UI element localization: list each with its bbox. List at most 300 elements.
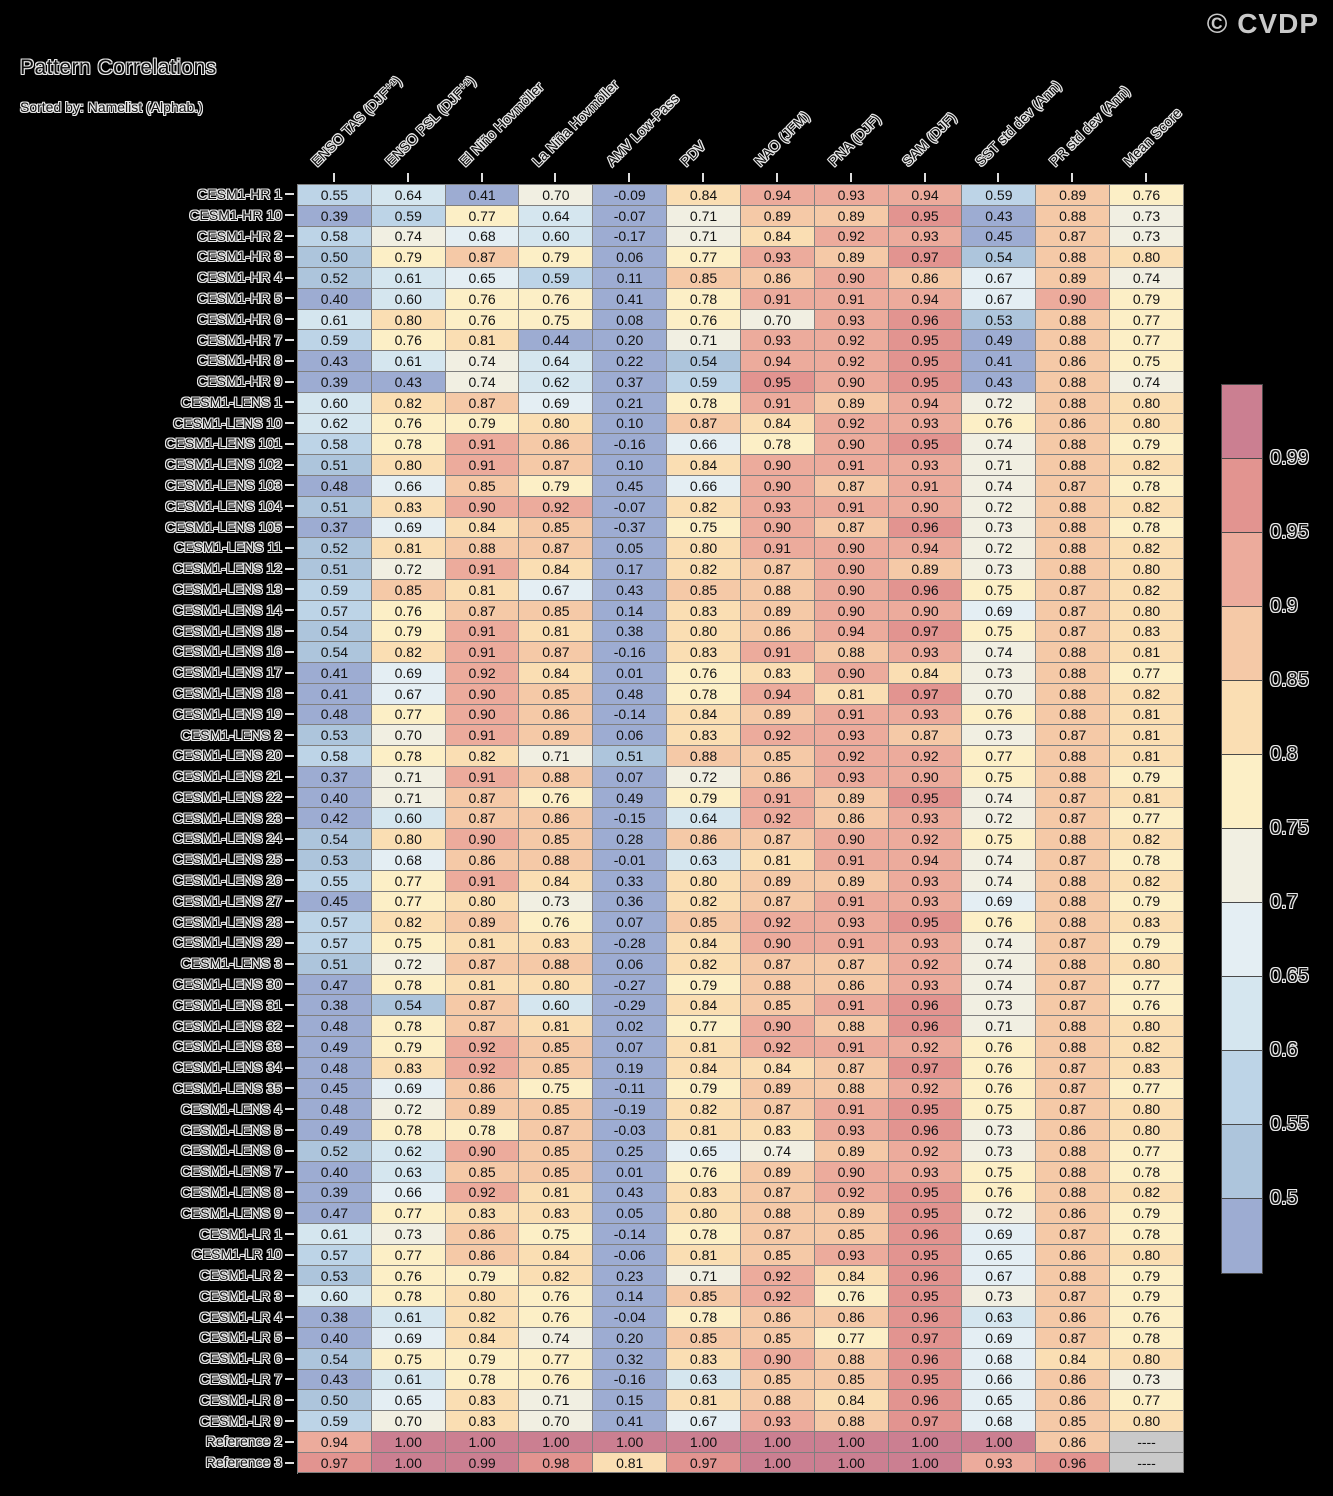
heatmap-cell: 0.68: [962, 1349, 1036, 1370]
heatmap-cell: 0.91: [815, 995, 889, 1016]
row-label: CESM1-LENS 102: [165, 456, 282, 473]
heatmap-cell: 0.76: [519, 289, 593, 310]
heatmap-cell: 0.91: [815, 289, 889, 310]
heatmap-cell: 0.81: [446, 933, 520, 954]
heatmap-cell: 0.80: [1110, 414, 1184, 435]
heatmap-cell: 0.75: [372, 1349, 446, 1370]
heatmap-cell: -0.29: [593, 995, 667, 1016]
heatmap-cell: 0.20: [593, 330, 667, 351]
heatmap-cell: 0.90: [741, 476, 815, 497]
heatmap-cell: 0.54: [298, 642, 372, 663]
heatmap-cell: -0.17: [593, 227, 667, 248]
row-label: CESM1-LR 3: [199, 1287, 282, 1304]
row-tick: [285, 1212, 294, 1214]
heatmap-cell: -0.03: [593, 1120, 667, 1141]
heatmap-cell: 0.51: [298, 455, 372, 476]
heatmap-cell: -0.16: [593, 1370, 667, 1391]
heatmap-cell: 0.57: [298, 1245, 372, 1266]
row-tick: [285, 1087, 294, 1089]
heatmap-cell: 0.77: [667, 247, 741, 268]
heatmap-cell: 0.87: [1036, 725, 1110, 746]
heatmap-cell: 0.90: [815, 434, 889, 455]
heatmap-cell: 0.96: [889, 1016, 963, 1037]
heatmap-cell: 0.79: [1110, 1286, 1184, 1307]
heatmap-cell: 0.76: [962, 1079, 1036, 1100]
heatmap-cell: 0.43: [962, 372, 1036, 393]
heatmap-cell: 0.77: [372, 1203, 446, 1224]
heatmap-cell: 0.88: [1036, 538, 1110, 559]
row-tick: [285, 360, 294, 362]
heatmap-cell: 0.85: [372, 580, 446, 601]
heatmap-cell: 0.87: [741, 1224, 815, 1245]
heatmap-cell: 0.93: [815, 185, 889, 206]
heatmap-cell: 0.44: [519, 330, 593, 351]
heatmap-cell: 0.88: [815, 1411, 889, 1432]
heatmap-cell: 0.86: [889, 268, 963, 289]
heatmap-cell: 0.85: [519, 1058, 593, 1079]
heatmap-cell: 0.97: [667, 1453, 741, 1474]
heatmap-cell: 0.83: [446, 1203, 520, 1224]
heatmap-cell: 0.86: [1036, 1245, 1110, 1266]
heatmap-cell: 0.86: [446, 1079, 520, 1100]
heatmap-cell: 0.39: [298, 372, 372, 393]
heatmap-cell: 0.77: [1110, 975, 1184, 996]
column-header: AMV Low-Pass: [603, 90, 683, 170]
row-tick: [285, 588, 294, 590]
heatmap-cell: 0.86: [741, 767, 815, 788]
heatmap-cell: 0.79: [446, 1349, 520, 1370]
heatmap-cell: 0.82: [446, 746, 520, 767]
heatmap-cell: 0.81: [667, 1390, 741, 1411]
heatmap-cell: 0.15: [593, 1390, 667, 1411]
heatmap-cell: 0.77: [1110, 1079, 1184, 1100]
heatmap-cell: 0.90: [889, 497, 963, 518]
heatmap-cell: 0.80: [519, 975, 593, 996]
heatmap-cell: 0.79: [446, 414, 520, 435]
heatmap-cell: 0.43: [593, 1183, 667, 1204]
heatmap-cell: 0.71: [667, 227, 741, 248]
heatmap-cell: 0.41: [593, 289, 667, 310]
heatmap-cell: 0.88: [741, 1390, 815, 1411]
row-label: CESM1-LENS 11: [174, 539, 282, 556]
heatmap-cell: 0.94: [889, 185, 963, 206]
heatmap-cell: 0.81: [519, 621, 593, 642]
row-tick: [285, 1378, 294, 1380]
heatmap-cell: 0.53: [962, 310, 1036, 331]
heatmap-cell: 0.74: [372, 227, 446, 248]
heatmap-cell: 0.79: [1110, 933, 1184, 954]
heatmap-cell: 0.81: [1110, 746, 1184, 767]
heatmap-cell: 0.90: [815, 559, 889, 580]
heatmap-cell: 0.81: [741, 850, 815, 871]
row-tick: [285, 734, 294, 736]
heatmap-cell: 0.41: [446, 185, 520, 206]
heatmap-cell: -0.14: [593, 705, 667, 726]
heatmap-cell: 0.76: [519, 788, 593, 809]
heatmap-cell: 0.72: [372, 1099, 446, 1120]
heatmap-cell: 0.72: [962, 808, 1036, 829]
heatmap-cell: 0.86: [815, 808, 889, 829]
heatmap-cell: 0.93: [889, 871, 963, 892]
legend-tick-label: 0.95: [1270, 521, 1309, 543]
heatmap-cell: 0.88: [1036, 1162, 1110, 1183]
row-label: CESM1-LENS 34: [173, 1059, 282, 1076]
heatmap-cell: 0.87: [1036, 1224, 1110, 1245]
row-tick: [285, 1025, 294, 1027]
heatmap-cell: 0.88: [519, 850, 593, 871]
heatmap-cell: 0.70: [962, 684, 1036, 705]
heatmap-cell: 0.89: [889, 559, 963, 580]
heatmap-cell: 0.93: [889, 892, 963, 913]
heatmap-cell: 0.84: [519, 871, 593, 892]
heatmap-cell: 0.74: [962, 642, 1036, 663]
row-label: CESM1-HR 9: [197, 373, 282, 390]
column-tick: [481, 173, 483, 182]
heatmap-cell: 0.86: [519, 808, 593, 829]
heatmap-cell: 0.81: [446, 580, 520, 601]
heatmap-cell: 0.67: [962, 1266, 1036, 1287]
heatmap-cell: 0.92: [889, 1141, 963, 1162]
heatmap-cell: 0.84: [889, 663, 963, 684]
heatmap-cell: 0.88: [1036, 372, 1110, 393]
heatmap-cell: 0.97: [298, 1453, 372, 1474]
heatmap-cell: -0.09: [593, 185, 667, 206]
heatmap-cell: 1.00: [889, 1453, 963, 1474]
row-label: CESM1-LENS 3: [180, 955, 282, 972]
heatmap-cell: 0.77: [372, 892, 446, 913]
heatmap-cell: 0.95: [889, 351, 963, 372]
heatmap-cell: 0.86: [1036, 1120, 1110, 1141]
heatmap-cell: 0.80: [1110, 954, 1184, 975]
heatmap-cell: 0.74: [962, 788, 1036, 809]
heatmap-cell: 0.80: [446, 892, 520, 913]
legend-tick-label: 0.55: [1270, 1113, 1309, 1135]
heatmap-cell: 0.76: [372, 330, 446, 351]
row-tick: [285, 443, 294, 445]
legend-swatch: [1222, 607, 1262, 681]
row-tick: [285, 1462, 294, 1464]
heatmap-cell: 0.87: [815, 1058, 889, 1079]
heatmap-cell: 0.67: [962, 289, 1036, 310]
heatmap-cell: 0.87: [1036, 601, 1110, 622]
heatmap-cell: 0.43: [593, 580, 667, 601]
heatmap-cell: 0.58: [298, 434, 372, 455]
heatmap-cell: 0.88: [1036, 330, 1110, 351]
heatmap-cell: 0.72: [372, 559, 446, 580]
row-tick: [285, 1108, 294, 1110]
heatmap-cell: 1.00: [372, 1432, 446, 1453]
heatmap-cell: 0.76: [519, 1307, 593, 1328]
row-label: CESM1-LENS 15: [173, 622, 282, 639]
heatmap-cell: 0.60: [519, 995, 593, 1016]
heatmap-cell: 0.61: [298, 310, 372, 331]
heatmap-cell: 0.84: [667, 933, 741, 954]
heatmap-cell: 0.07: [593, 1037, 667, 1058]
heatmap-cell: 1.00: [446, 1432, 520, 1453]
heatmap-cell: 0.82: [667, 954, 741, 975]
heatmap-cell: 0.32: [593, 1349, 667, 1370]
heatmap-cell: 0.92: [741, 1286, 815, 1307]
heatmap-cell: 0.83: [1110, 1058, 1184, 1079]
heatmap-cell: 0.78: [372, 746, 446, 767]
heatmap-cell: 0.63: [667, 850, 741, 871]
row-tick: [285, 1067, 294, 1069]
heatmap-cell: 1.00: [815, 1453, 889, 1474]
heatmap-cell: 0.80: [667, 1203, 741, 1224]
heatmap-cell: 0.82: [372, 642, 446, 663]
heatmap-cell: 0.51: [593, 746, 667, 767]
heatmap-cell: 0.90: [815, 268, 889, 289]
heatmap-cell: 0.73: [962, 518, 1036, 539]
row-tick: [285, 1129, 294, 1131]
heatmap-cell: 0.80: [667, 621, 741, 642]
heatmap-cell: 0.88: [1036, 310, 1110, 331]
column-tick: [1071, 173, 1073, 182]
heatmap-cell: 0.95: [889, 1286, 963, 1307]
heatmap-cell: 0.06: [593, 725, 667, 746]
heatmap-cell: 0.82: [1110, 684, 1184, 705]
heatmap-cell: 0.80: [1110, 1411, 1184, 1432]
legend-tick-label: 0.99: [1270, 447, 1309, 469]
row-label: CESM1-LENS 12: [173, 560, 282, 577]
heatmap-cell: 0.96: [889, 1390, 963, 1411]
heatmap-cell: 0.95: [889, 434, 963, 455]
heatmap-cell: 0.76: [519, 1286, 593, 1307]
heatmap-cell: 0.38: [298, 1307, 372, 1328]
row-tick: [285, 1420, 294, 1422]
row-label: CESM1-LR 9: [199, 1412, 282, 1429]
heatmap-cell: 0.82: [1110, 1183, 1184, 1204]
heatmap-cell: 0.53: [298, 725, 372, 746]
heatmap-cell: 0.87: [446, 1016, 520, 1037]
heatmap-cell: 0.80: [519, 414, 593, 435]
heatmap-cell: 0.79: [1110, 289, 1184, 310]
heatmap-cell: 0.92: [815, 746, 889, 767]
heatmap-cell: 0.82: [1110, 1037, 1184, 1058]
heatmap-cell: 0.68: [446, 227, 520, 248]
heatmap-cell: 0.93: [889, 414, 963, 435]
heatmap-cell: 0.62: [298, 414, 372, 435]
row-label: CESM1-LENS 103: [165, 477, 282, 494]
heatmap-cell: 1.00: [593, 1432, 667, 1453]
heatmap-cell: 0.85: [519, 518, 593, 539]
row-tick: [285, 609, 294, 611]
heatmap-cell: 0.88: [741, 1203, 815, 1224]
row-tick: [285, 484, 294, 486]
heatmap-cell: 0.84: [667, 185, 741, 206]
heatmap-cell: 0.84: [667, 455, 741, 476]
heatmap-cell: 0.88: [1036, 767, 1110, 788]
heatmap-cell: 0.92: [446, 1183, 520, 1204]
heatmap-cell: 0.88: [1036, 684, 1110, 705]
heatmap-cell: 0.37: [298, 518, 372, 539]
heatmap-cell: 0.90: [815, 372, 889, 393]
heatmap-cell: 0.80: [667, 871, 741, 892]
heatmap-cell: 0.73: [962, 1120, 1036, 1141]
heatmap-cell: 0.77: [372, 705, 446, 726]
heatmap-cell: 0.72: [962, 538, 1036, 559]
heatmap-cell: 0.76: [372, 1266, 446, 1287]
heatmap-cell: 0.73: [1110, 1370, 1184, 1391]
heatmap-cell: 0.92: [889, 746, 963, 767]
heatmap-cell: 0.87: [667, 414, 741, 435]
heatmap-cell: 0.78: [667, 1224, 741, 1245]
row-label: Reference 2: [205, 1433, 282, 1450]
heatmap-cell: 0.65: [667, 1141, 741, 1162]
heatmap-cell: 0.95: [889, 1203, 963, 1224]
heatmap-cell: 0.77: [372, 1245, 446, 1266]
heatmap-cell: 0.89: [741, 206, 815, 227]
heatmap-cell: 0.66: [372, 476, 446, 497]
heatmap-cell: 0.77: [519, 1349, 593, 1370]
heatmap-cell: 1.00: [741, 1432, 815, 1453]
heatmap-cell: 0.94: [298, 1432, 372, 1453]
heatmap-cell: 0.37: [298, 767, 372, 788]
row-label: CESM1-LENS 31: [173, 996, 282, 1013]
legend-swatch: [1222, 681, 1262, 755]
heatmap-cell: 0.96: [889, 1266, 963, 1287]
heatmap-cell: -0.28: [593, 933, 667, 954]
heatmap-cell: 0.89: [815, 1203, 889, 1224]
heatmap-cell: -0.04: [593, 1307, 667, 1328]
heatmap-cell: 0.80: [372, 455, 446, 476]
row-tick: [285, 214, 294, 216]
heatmap-cell: 0.78: [372, 434, 446, 455]
heatmap-cell: 0.87: [446, 808, 520, 829]
heatmap-cell: 0.74: [446, 372, 520, 393]
heatmap-cell: 0.96: [889, 1224, 963, 1245]
heatmap-cell: 0.78: [667, 289, 741, 310]
heatmap-cell: 0.41: [298, 684, 372, 705]
legend-tick-label: 0.7: [1270, 891, 1298, 913]
heatmap-cell: 0.48: [298, 1016, 372, 1037]
row-label: CESM1-LR 4: [199, 1308, 282, 1325]
heatmap-cell: 0.93: [741, 1411, 815, 1432]
heatmap-cell: 0.89: [815, 206, 889, 227]
heatmap-cell: 0.82: [446, 1307, 520, 1328]
heatmap-cell: 0.80: [1110, 393, 1184, 414]
heatmap-cell: 0.79: [1110, 767, 1184, 788]
heatmap-cell: 0.91: [815, 892, 889, 913]
heatmap-cell: 0.90: [889, 767, 963, 788]
heatmap-cell: -0.27: [593, 975, 667, 996]
heatmap-cell: 0.74: [962, 871, 1036, 892]
heatmap-cell: 0.51: [298, 497, 372, 518]
heatmap-cell: -0.15: [593, 808, 667, 829]
row-label: CESM1-LENS 16: [173, 643, 282, 660]
row-label: CESM1-LENS 10: [173, 414, 282, 431]
heatmap-cell: 0.83: [667, 1183, 741, 1204]
heatmap-cell: 0.87: [741, 954, 815, 975]
heatmap-cell: -0.16: [593, 642, 667, 663]
heatmap-cell: 0.84: [519, 663, 593, 684]
row-label: CESM1-LENS 14: [173, 601, 282, 618]
heatmap-cell: 0.95: [889, 206, 963, 227]
heatmap-cell: 0.80: [1110, 1016, 1184, 1037]
heatmap-cell: 0.36: [593, 892, 667, 913]
heatmap-cell: 0.88: [1036, 892, 1110, 913]
row-tick: [285, 692, 294, 694]
heatmap-cell: 0.78: [446, 1120, 520, 1141]
heatmap-cell: 0.81: [1110, 788, 1184, 809]
heatmap-cell: 0.94: [815, 621, 889, 642]
heatmap-cell: 0.54: [298, 1349, 372, 1370]
heatmap-cell: 0.80: [1110, 247, 1184, 268]
heatmap-cell: 0.81: [1110, 642, 1184, 663]
heatmap-cell: 0.89: [815, 393, 889, 414]
heatmap-cell: 0.91: [815, 1099, 889, 1120]
heatmap-cell: 0.85: [519, 601, 593, 622]
heatmap-cell: 0.79: [667, 788, 741, 809]
legend-tick-label: 0.5: [1270, 1187, 1298, 1209]
heatmap-cell: 0.88: [1036, 1183, 1110, 1204]
heatmap-cell: 0.87: [1036, 580, 1110, 601]
heatmap-cell: 0.86: [446, 850, 520, 871]
heatmap-cell: 0.57: [298, 933, 372, 954]
row-tick: [285, 755, 294, 757]
heatmap-cell: 0.80: [372, 310, 446, 331]
heatmap-cell: 0.88: [815, 642, 889, 663]
heatmap-cell: 0.87: [815, 954, 889, 975]
column-header: ENSO TAS (DJF⁺¹): [307, 72, 405, 170]
heatmap-cell: 0.92: [815, 1183, 889, 1204]
row-tick: [285, 297, 294, 299]
row-tick: [285, 1046, 294, 1048]
heatmap-cell: 0.69: [962, 1328, 1036, 1349]
row-label: CESM1-LENS 4: [180, 1100, 282, 1117]
row-tick: [285, 547, 294, 549]
heatmap-cell: 0.82: [667, 497, 741, 518]
heatmap-cell: 0.89: [815, 1141, 889, 1162]
heatmap-cell: 0.86: [815, 1307, 889, 1328]
legend-tick-label: 0.65: [1270, 965, 1309, 987]
heatmap-cell: 0.93: [962, 1453, 1036, 1474]
heatmap-cell: 0.84: [667, 1058, 741, 1079]
heatmap-cell: 0.85: [741, 995, 815, 1016]
heatmap-cell: 0.22: [593, 351, 667, 372]
heatmap-cell: 0.76: [962, 1037, 1036, 1058]
row-tick: [285, 1441, 294, 1443]
heatmap-cell: 0.89: [741, 1162, 815, 1183]
heatmap-cell: 0.71: [962, 1016, 1036, 1037]
legend-swatch: [1222, 829, 1262, 903]
heatmap-cell: 0.50: [298, 1390, 372, 1411]
heatmap-cell: 0.66: [667, 476, 741, 497]
heatmap-cell: 0.91: [446, 725, 520, 746]
row-label: CESM1-LENS 20: [173, 747, 282, 764]
heatmap-cell: 0.92: [815, 330, 889, 351]
row-tick: [285, 193, 294, 195]
heatmap-cell: 0.73: [962, 725, 1036, 746]
heatmap-cell: 0.81: [372, 538, 446, 559]
heatmap-cell: 0.87: [741, 559, 815, 580]
row-label: CESM1-LENS 1: [180, 393, 282, 410]
heatmap-cell: 0.42: [298, 808, 372, 829]
heatmap-cell: 0.59: [962, 185, 1036, 206]
row-tick: [285, 526, 294, 528]
heatmap-cell: 0.96: [889, 1120, 963, 1141]
heatmap-cell: 0.70: [372, 1411, 446, 1432]
heatmap-cell: 0.96: [889, 580, 963, 601]
heatmap-cell: 0.91: [446, 455, 520, 476]
column-tick: [997, 173, 999, 182]
heatmap-cell: 0.73: [962, 663, 1036, 684]
heatmap-cell: 0.86: [667, 829, 741, 850]
heatmap-cell: 0.33: [593, 871, 667, 892]
heatmap-cell: 0.87: [1036, 933, 1110, 954]
heatmap-cell: 0.58: [298, 746, 372, 767]
heatmap-cell: 0.45: [962, 227, 1036, 248]
